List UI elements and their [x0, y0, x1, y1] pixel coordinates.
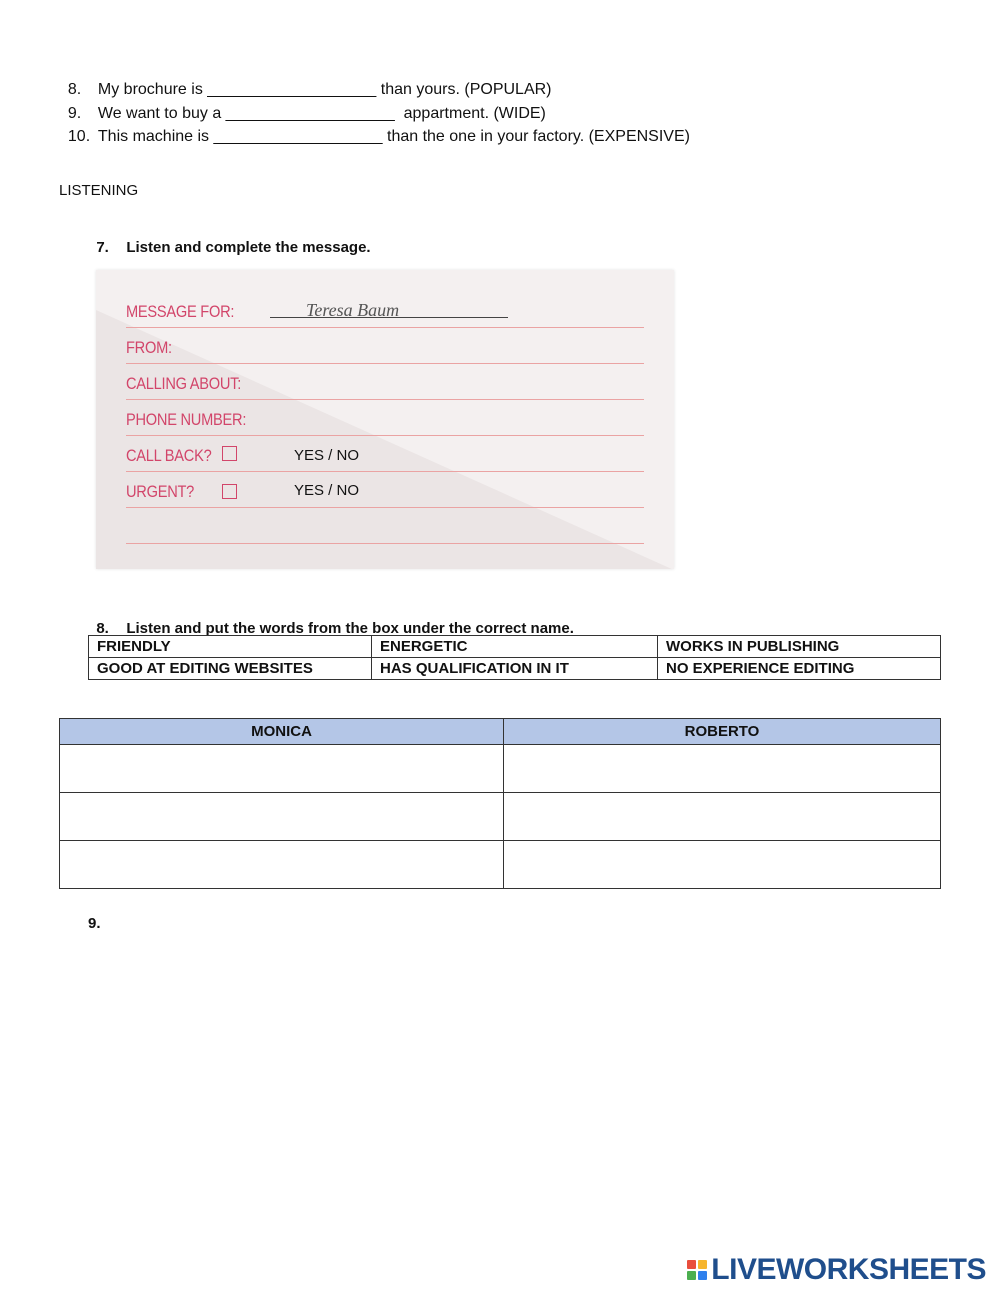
urgent-yes-no[interactable]: YES / NO [294, 482, 360, 499]
phone-number-row[interactable] [126, 399, 644, 436]
call-back-row [126, 435, 644, 472]
word-cell[interactable]: NO EXPERIENCE EDITING [658, 658, 941, 680]
exercise-text: My brochure is ___________________ than yours. (POPULAR) [97, 81, 552, 98]
roberto-answer-cell[interactable] [504, 745, 941, 793]
word-cell[interactable]: WORKS IN PUBLISHING [658, 636, 941, 658]
logo-square [698, 1271, 707, 1280]
phone-number-label: PHONE NUMBER: [126, 410, 247, 429]
monica-header: MONICA [60, 719, 504, 745]
exercise-number: 8. [67, 81, 82, 98]
names-row [60, 793, 941, 841]
word-cell[interactable]: GOOD AT EDITING WEBSITES [89, 658, 372, 680]
message-pad [96, 270, 674, 569]
from-row[interactable] [126, 327, 644, 364]
liveworksheets-logo [687, 1253, 986, 1287]
calling-about-row[interactable] [126, 363, 644, 400]
from-label: FROM: [126, 338, 172, 357]
logo-text: LIVEWORKSHEETS [711, 1253, 986, 1286]
word-box-row [89, 636, 941, 658]
monica-answer-cell[interactable] [60, 841, 504, 889]
roberto-header: ROBERTO [504, 719, 941, 745]
monica-answer-cell[interactable] [60, 793, 504, 841]
task-text: Listen and complete the message. [126, 239, 371, 256]
logo-mark-icon [687, 1260, 707, 1280]
exercise-number: 9. [67, 105, 82, 122]
exercise-text: This machine is ___________________ than the one in your factory. (EXPENSIVE) [97, 128, 690, 145]
roberto-answer-cell[interactable] [504, 841, 941, 889]
word-box [88, 635, 941, 680]
section-title: LISTENING [59, 182, 139, 199]
logo-square [698, 1260, 707, 1269]
word-cell[interactable]: ENERGETIC [372, 636, 658, 658]
task-number: 8. [96, 620, 109, 637]
recipient-name: Teresa Baum [306, 300, 400, 320]
names-header-row [60, 719, 941, 745]
exercise-number: 10. [67, 128, 91, 145]
call-back-label: CALL BACK? [126, 446, 212, 465]
task-8-heading [88, 599, 574, 639]
word-cell[interactable]: HAS QUALIFICATION IN IT [372, 658, 658, 680]
word-cell[interactable]: FRIENDLY [89, 636, 372, 658]
blank-row [126, 507, 644, 544]
call-back-yes-no[interactable]: YES / NO [294, 447, 360, 464]
roberto-answer-cell[interactable] [504, 793, 941, 841]
message-for-label: MESSAGE FOR: [126, 302, 235, 321]
names-row [60, 745, 941, 793]
urgent-checkbox[interactable] [222, 484, 237, 499]
task-9-heading: 9. [88, 915, 101, 932]
task-text: Listen and put the words from the box under the correct name. [126, 620, 574, 637]
exercise-10 [59, 107, 690, 147]
names-row [60, 841, 941, 889]
word-box-row [89, 658, 941, 680]
task-number: 7. [96, 239, 109, 256]
logo-square [687, 1271, 696, 1280]
urgent-row [126, 471, 644, 508]
calling-about-label: CALLING ABOUT: [126, 374, 242, 393]
monica-answer-cell[interactable] [60, 745, 504, 793]
urgent-label: URGENT? [126, 482, 195, 501]
message-for-row [126, 291, 644, 328]
logo-square [687, 1260, 696, 1269]
exercise-text: We want to buy a ___________________ appartment. (WIDE) [97, 105, 546, 122]
names-table [59, 718, 941, 889]
call-back-checkbox[interactable] [222, 446, 237, 461]
task-7-heading [88, 218, 371, 258]
